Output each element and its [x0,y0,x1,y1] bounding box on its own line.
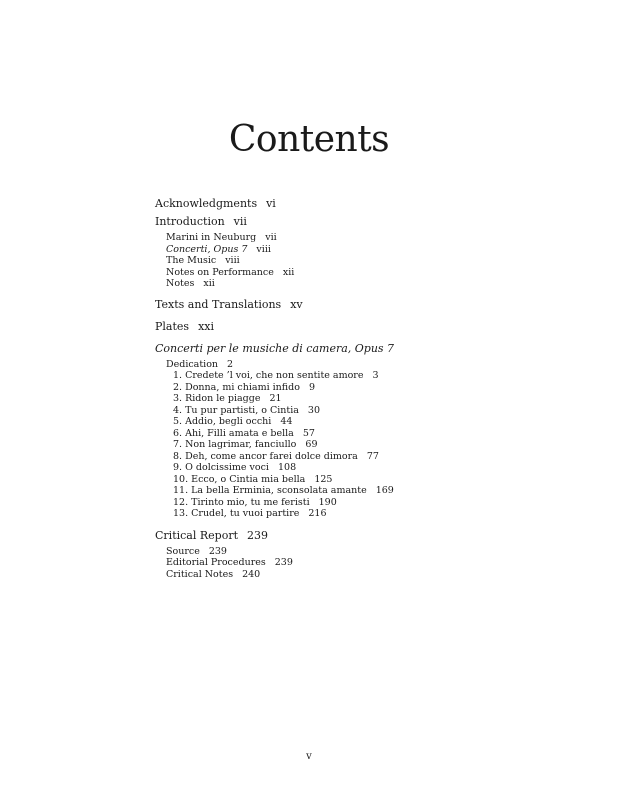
entry-label: Dedication [166,358,219,370]
entry-label: Editorial Procedures [166,557,266,568]
entry-label: Concerti per le musiche di camera, Opus 7 [155,341,395,355]
entry-page: xv [290,297,303,311]
entry-page: 21 [269,393,282,404]
toc-piece[interactable] [155,416,575,428]
toc-piece[interactable] [155,439,575,451]
entry-label: Critical Report [155,528,238,542]
entry-page: viii [256,243,271,255]
entry-page: vii [233,215,247,228]
entry-label: 3. Ridon le piagge [173,393,261,404]
entry-label: 13. Crudel, tu vuoi partire [173,508,300,519]
entry-page: xii [203,278,215,289]
entry-page: 30 [307,404,321,416]
entry-label: 7. Non lagrimar, fanciullo [173,439,297,450]
entry-page: 57 [302,427,315,439]
entry-page: 239 [274,557,293,568]
toc-piece[interactable] [155,474,575,486]
entry-label: Marini in Neuburg [166,232,257,243]
entry-page: 69 [305,439,318,450]
entry-page: 108 [277,462,297,473]
toc-piece[interactable] [155,497,575,509]
entry-page: 239 [208,545,227,557]
entry-page: 9 [308,381,315,393]
entry-label: Introduction [155,215,225,228]
toc-piece[interactable] [155,370,575,382]
entry-page: 2 [227,358,234,370]
page-title: Contents [228,119,390,160]
entry-label: Acknowledgments [155,197,258,210]
entry-label: 8. Deh, come ancor farei dolce dimora [173,450,358,462]
page-number: v [306,751,312,762]
entry-page: 44 [280,416,293,427]
toc-entry-plates[interactable] [155,319,575,334]
entry-label: Source [166,545,200,557]
entry-label: The Music [166,255,217,266]
entry-page: xxi [198,319,214,333]
entry-page: 3 [372,370,379,381]
entry-label: 11. La bella Erminia, sconsolata amante [173,485,367,496]
entry-label: 2. Donna, mi chiami infido [173,381,300,393]
toc-subentry[interactable] [155,557,575,569]
entry-label: Texts and Translations [155,297,282,311]
table-of-contents [155,196,575,580]
entry-label: 4. Tu pur partisti, o Cintia [173,404,299,416]
entry-page: xii [282,266,295,278]
entry-page: 216 [308,508,327,519]
entry-label: 6. Ahi, Filli amata e bella [173,427,294,439]
toc-subentry[interactable] [155,569,575,581]
toc-subentry-dedication[interactable] [155,359,575,371]
entry-label: Concerti, Opus 7 [166,243,248,255]
entry-page: 125 [314,473,333,485]
toc-entry-introduction[interactable] [155,214,575,229]
toc-subentry[interactable] [155,278,575,290]
entry-page: vii [265,232,277,243]
entry-label: Notes on Performance [166,266,274,278]
toc-piece[interactable] [155,393,575,405]
toc-subentry[interactable] [155,255,575,267]
toc-piece[interactable] [155,462,575,474]
toc-piece[interactable] [155,451,575,463]
toc-subentry[interactable] [155,267,575,279]
entry-page: 240 [242,568,261,580]
toc-piece[interactable] [155,405,575,417]
entry-page: 190 [318,496,337,508]
toc-entry-acknowledgments[interactable] [155,196,575,211]
toc-piece[interactable] [155,382,575,394]
entry-page: 169 [375,485,394,496]
entry-page: viii [225,255,240,266]
toc-piece[interactable] [155,508,575,520]
entry-page: vi [266,197,276,210]
toc-subentry[interactable] [155,232,575,244]
entry-label: 5. Addio, begli occhi [173,416,272,427]
entry-label: 1. Credete ’l voi, che non sentite amore [173,370,364,381]
entry-label: Plates [155,319,190,333]
toc-subentry[interactable] [155,546,575,558]
toc-subentry[interactable] [155,244,575,256]
toc-piece[interactable] [155,428,575,440]
entry-label: 9. O dolcissime voci [173,462,269,473]
entry-label: 12. Tirinto mio, tu me feristi [173,496,310,508]
entry-page: 239 [247,528,268,542]
entry-label: Critical Notes [166,568,234,580]
entry-page: 77 [366,450,379,462]
entry-label: 10. Ecco, o Cintia mia bella [173,473,306,485]
toc-piece[interactable] [155,485,575,497]
toc-entry-texts-translations[interactable] [155,297,575,312]
entry-label: Notes [166,278,195,289]
toc-entry-critical-report[interactable] [155,528,575,543]
toc-entry-concerti[interactable] [155,341,575,356]
